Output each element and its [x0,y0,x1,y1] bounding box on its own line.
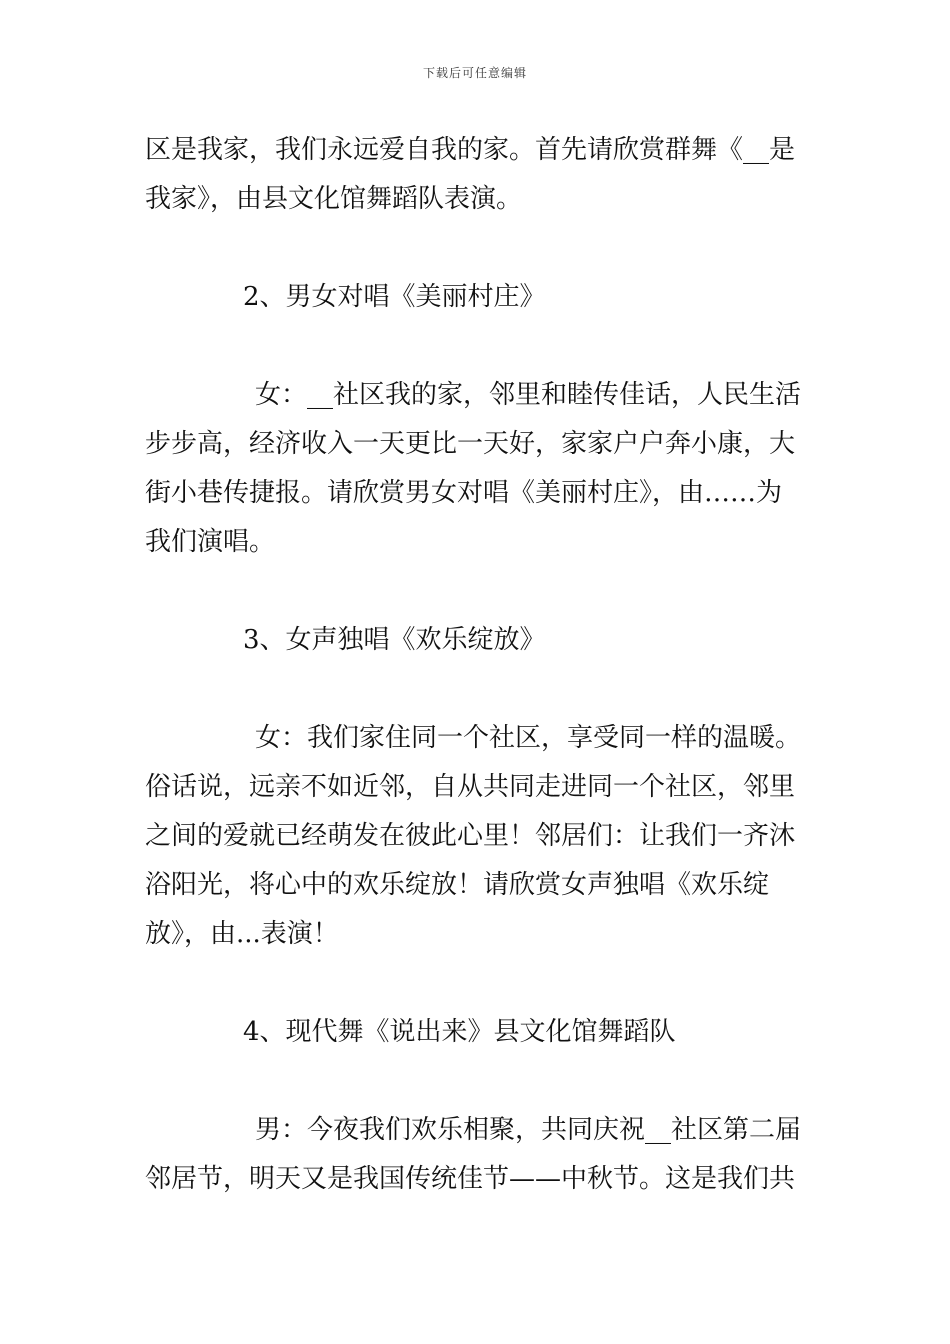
section-heading-2: 2、男女对唱《美丽村庄》 [243,282,546,312]
section-3-paragraph [145,714,807,959]
paragraph-line: 步步高，经济收入一天更比一天好，家家户户奔小康，大 [145,429,796,459]
paragraph-line: 我们演唱。 [145,527,276,557]
paragraph-line: 女：我们家住同一个社区，享受同一样的温暖。 [255,723,802,753]
section-heading-4: 4、现代舞《说出来》县文化馆舞蹈队 [243,1017,676,1047]
paragraph-line: 女：__社区我的家，邻里和睦传佳话，人民生活 [255,380,802,410]
paragraph-line: 放》，由...表演！ [145,919,339,949]
paragraph-line: 俗话说，远亲不如近邻，自从共同走进同一个社区，邻里 [145,772,796,802]
paragraph-line: 男：今夜我们欢乐相聚，共同庆祝__社区第二届 [255,1115,802,1145]
section-4-paragraph [145,1106,807,1204]
paragraph-line: 区是我家，我们永远爱自我的家。首先请欣赏群舞《__是 [145,135,796,165]
paragraph-line: 我家》，由县文化馆舞蹈队表演。 [145,184,523,214]
paragraph-line: 之间的爱就已经萌发在彼此心里！邻居们：让我们一齐沐 [145,821,796,851]
page-header: 下载后可任意编辑 [422,66,527,80]
paragraph-line: 浴阳光，将心中的欢乐绽放！请欣赏女声独唱《欢乐绽 [145,870,770,900]
intro-paragraph [145,126,807,224]
section-heading-3: 3、女声独唱《欢乐绽放》 [243,625,546,655]
document-body [145,126,807,1204]
paragraph-line: 街小巷传捷报。请欣赏男女对唱《美丽村庄》，由……为 [145,478,783,508]
paragraph-line: 邻居节，明天又是我国传统佳节——中秋节。这是我们共 [145,1164,796,1194]
section-2-paragraph [145,371,807,567]
